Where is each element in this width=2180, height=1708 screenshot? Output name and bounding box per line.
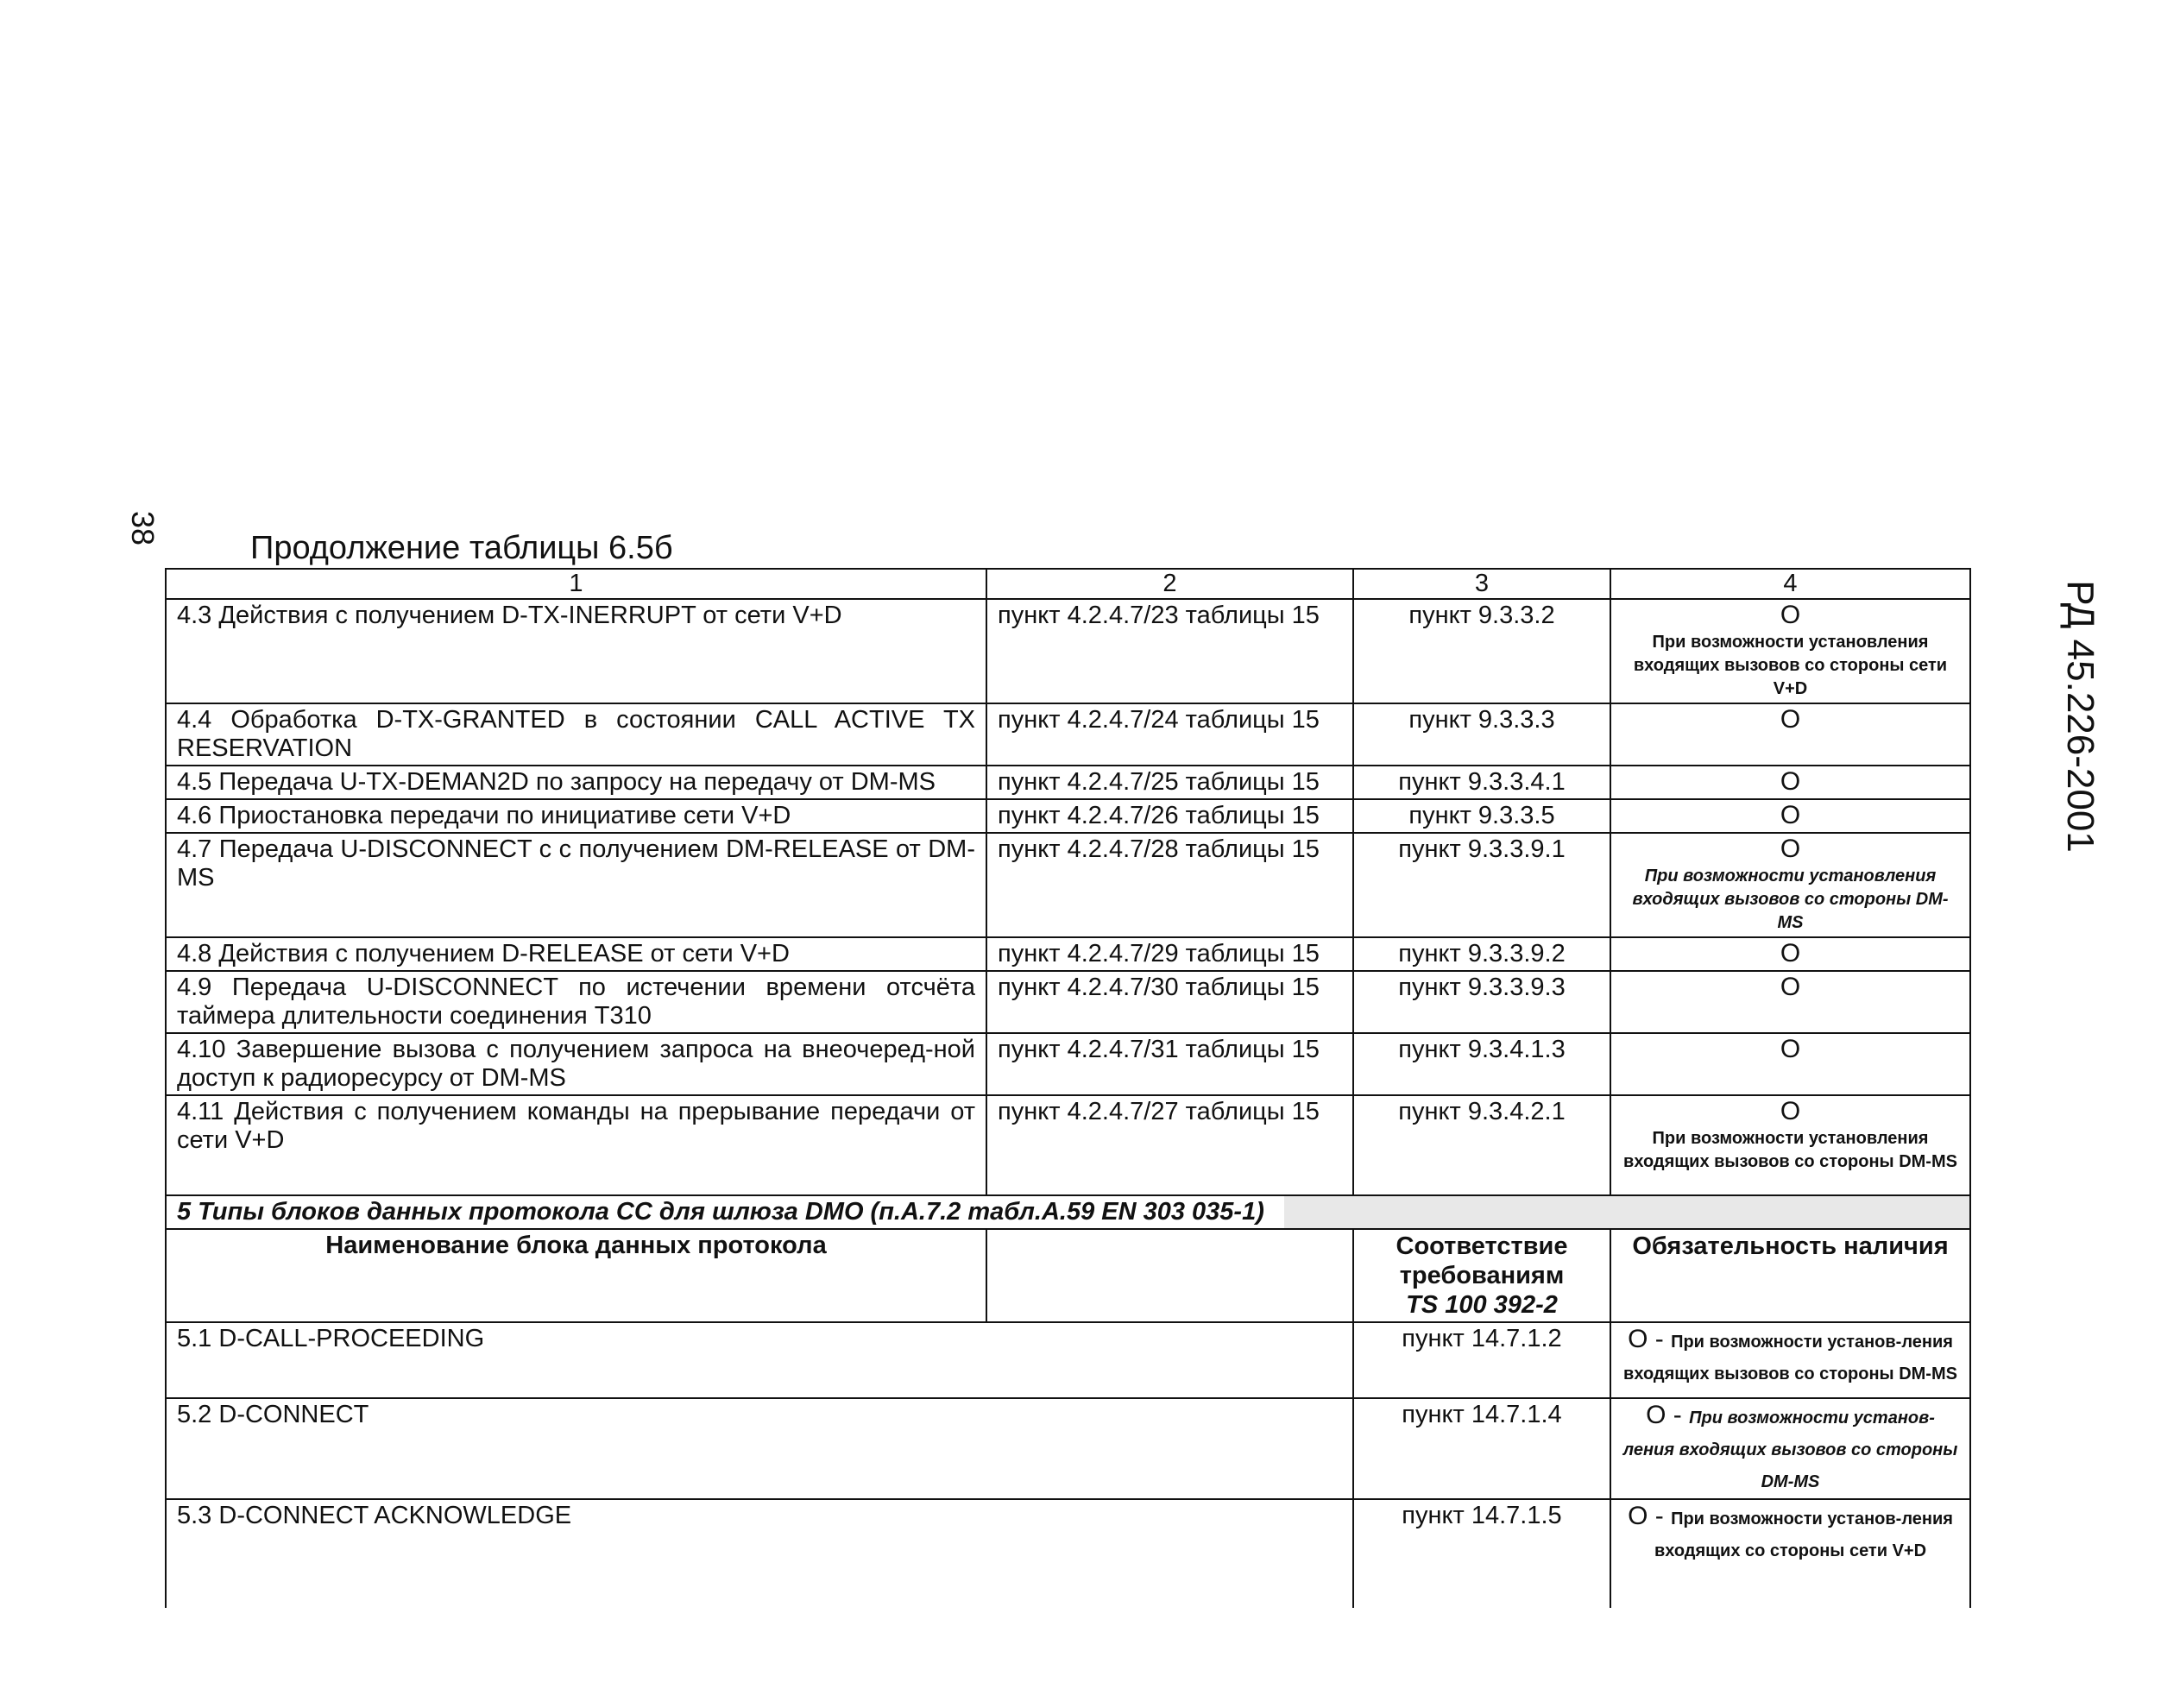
status-cell <box>1610 799 1970 833</box>
feature-name: 4.3 Действия с получением D-TX-INERRUPT от сети V+D <box>166 599 986 703</box>
conformance-ref: пункт 9.3.3.3 <box>1353 703 1610 766</box>
requirement-ref: пункт 4.2.4.7/25 таблицы 15 <box>986 766 1353 799</box>
feature-name: 4.7 Передача U-DISCONNECT с с получением DM-RELEASE от DM-MS <box>166 833 986 937</box>
status-cell <box>1610 1033 1970 1095</box>
status-mark: О <box>1780 801 1801 829</box>
column-number: 2 <box>986 569 1353 599</box>
status-mark: О <box>1780 835 1801 863</box>
status-mark: О <box>1780 939 1801 967</box>
conformance-ref: пункт 14.7.1.5 <box>1353 1499 1610 1608</box>
status-cell <box>1610 766 1970 799</box>
conformance-heading: Соответствие требованиям <box>1396 1232 1568 1289</box>
section-col-conformance <box>1353 1229 1610 1322</box>
status-mark: О <box>1780 973 1801 1001</box>
feature-name: 4.10 Завершение вызова с получением запроса на внеочеред-ной доступ к радиоресурсу от DM-MS <box>166 1033 986 1095</box>
status-note: При возможности установления входящих вызовов со стороны сети V+D <box>1633 633 1948 698</box>
conformance-ref: пункт 14.7.1.4 <box>1353 1398 1610 1499</box>
pdu-name: 5.1 D-CALL-PROCEEDING <box>166 1322 1353 1398</box>
spec-table <box>165 568 1971 1608</box>
status-cell <box>1610 599 1970 703</box>
requirement-cell <box>1610 1499 1970 1608</box>
column-number: 4 <box>1610 569 1970 599</box>
feature-name: 4.11 Действия с получением команды на прерывание передачи от сети V+D <box>166 1095 986 1195</box>
requirement-mark: О - <box>1628 1325 1672 1353</box>
pdu-name: 5.3 D-CONNECT ACKNOWLEDGE <box>166 1499 1353 1608</box>
table-row <box>166 1398 1970 1499</box>
requirement-mark: О - <box>1628 1502 1672 1530</box>
section-col-mandatory: Обязательность наличия <box>1610 1229 1970 1322</box>
table-row <box>166 766 1970 799</box>
conformance-ref: пункт 9.3.3.2 <box>1353 599 1610 703</box>
section-title: 5 Типы блоков данных протокола СС для шлюза DMO (п.А.7.2 табл.А.59 EN 303 035-1) <box>166 1195 1970 1229</box>
feature-name: 4.5 Передача U-TX-DEMAN2D по запросу на передачу от DM-MS <box>166 766 986 799</box>
page-number: 38 <box>125 510 161 546</box>
requirement-ref: пункт 4.2.4.7/28 таблицы 15 <box>986 833 1353 937</box>
table-row <box>166 1499 1970 1608</box>
status-mark: О <box>1780 601 1801 629</box>
requirement-note: При возможности установ-ления входящих со стороны сети V+D <box>1654 1509 1953 1560</box>
pdu-name: 5.2 D-CONNECT <box>166 1398 1353 1499</box>
section-col-name: Наименование блока данных протокола <box>166 1229 986 1322</box>
table-row <box>166 937 1970 971</box>
status-mark: О <box>1780 1035 1801 1063</box>
document-code: РД 45.226-2001 <box>2059 580 2101 853</box>
conformance-ref: пункт 9.3.4.1.3 <box>1353 1033 1610 1095</box>
conformance-ref: пункт 9.3.4.2.1 <box>1353 1095 1610 1195</box>
status-mark: О <box>1780 1097 1801 1125</box>
status-cell <box>1610 703 1970 766</box>
column-number: 3 <box>1353 569 1610 599</box>
table-row <box>166 833 1970 937</box>
requirement-mark: О - <box>1646 1401 1690 1429</box>
requirement-cell <box>1610 1398 1970 1499</box>
table-row <box>166 703 1970 766</box>
status-note: При возможности установления входящих вызовов со стороны DM-MS <box>1623 1129 1957 1171</box>
section-title-row <box>166 1195 1970 1229</box>
requirement-ref: пункт 4.2.4.7/27 таблицы 15 <box>986 1095 1353 1195</box>
table-row <box>166 599 1970 703</box>
section-col-empty <box>986 1229 1353 1322</box>
requirement-ref: пункт 4.2.4.7/29 таблицы 15 <box>986 937 1353 971</box>
table-caption: Продолжение таблицы 6.5б <box>250 530 673 566</box>
conformance-ref: пункт 9.3.3.4.1 <box>1353 766 1610 799</box>
section-header-row <box>166 1229 1970 1322</box>
conformance-ref: пункт 9.3.3.9.3 <box>1353 971 1610 1033</box>
requirement-ref: пункт 4.2.4.7/30 таблицы 15 <box>986 971 1353 1033</box>
status-note: При возможности установления входящих вызовов со стороны DM-MS <box>1632 867 1949 932</box>
feature-name: 4.4 Обработка D-TX-GRANTED в состоянии CALL ACTIVE TX RESERVATION <box>166 703 986 766</box>
requirement-ref: пункт 4.2.4.7/26 таблицы 15 <box>986 799 1353 833</box>
feature-name: 4.8 Действия с получением D-RELEASE от сети V+D <box>166 937 986 971</box>
status-mark: О <box>1780 705 1801 734</box>
table-row <box>166 1095 1970 1195</box>
requirement-note: При возможности установ-ления входящих вызовов со стороны DM-MS <box>1623 1333 1957 1383</box>
requirement-ref: пункт 4.2.4.7/24 таблицы 15 <box>986 703 1353 766</box>
table-row <box>166 1033 1970 1095</box>
conformance-ref: пункт 9.3.3.9.1 <box>1353 833 1610 937</box>
feature-name: 4.9 Передача U-DISCONNECT по истечении времени отсчёта таймера длительности соединения Т310 <box>166 971 986 1033</box>
table-row <box>166 971 1970 1033</box>
status-cell <box>1610 833 1970 937</box>
status-cell <box>1610 937 1970 971</box>
status-cell <box>1610 1095 1970 1195</box>
table-row <box>166 1322 1970 1398</box>
status-cell <box>1610 971 1970 1033</box>
status-mark: О <box>1780 767 1801 796</box>
column-number-row <box>166 569 1970 599</box>
requirement-ref: пункт 4.2.4.7/23 таблицы 15 <box>986 599 1353 703</box>
standard-reference: TS 100 392-2 <box>1406 1291 1558 1319</box>
column-number: 1 <box>166 569 986 599</box>
requirement-note: При возможности установ-ления входящих вызовов со стороны DM-MS <box>1622 1409 1958 1491</box>
conformance-ref: пункт 9.3.3.9.2 <box>1353 937 1610 971</box>
conformance-ref: пункт 9.3.3.5 <box>1353 799 1610 833</box>
table-row <box>166 799 1970 833</box>
requirement-cell <box>1610 1322 1970 1398</box>
feature-name: 4.6 Приостановка передачи по инициативе сети V+D <box>166 799 986 833</box>
conformance-ref: пункт 14.7.1.2 <box>1353 1322 1610 1398</box>
requirement-ref: пункт 4.2.4.7/31 таблицы 15 <box>986 1033 1353 1095</box>
